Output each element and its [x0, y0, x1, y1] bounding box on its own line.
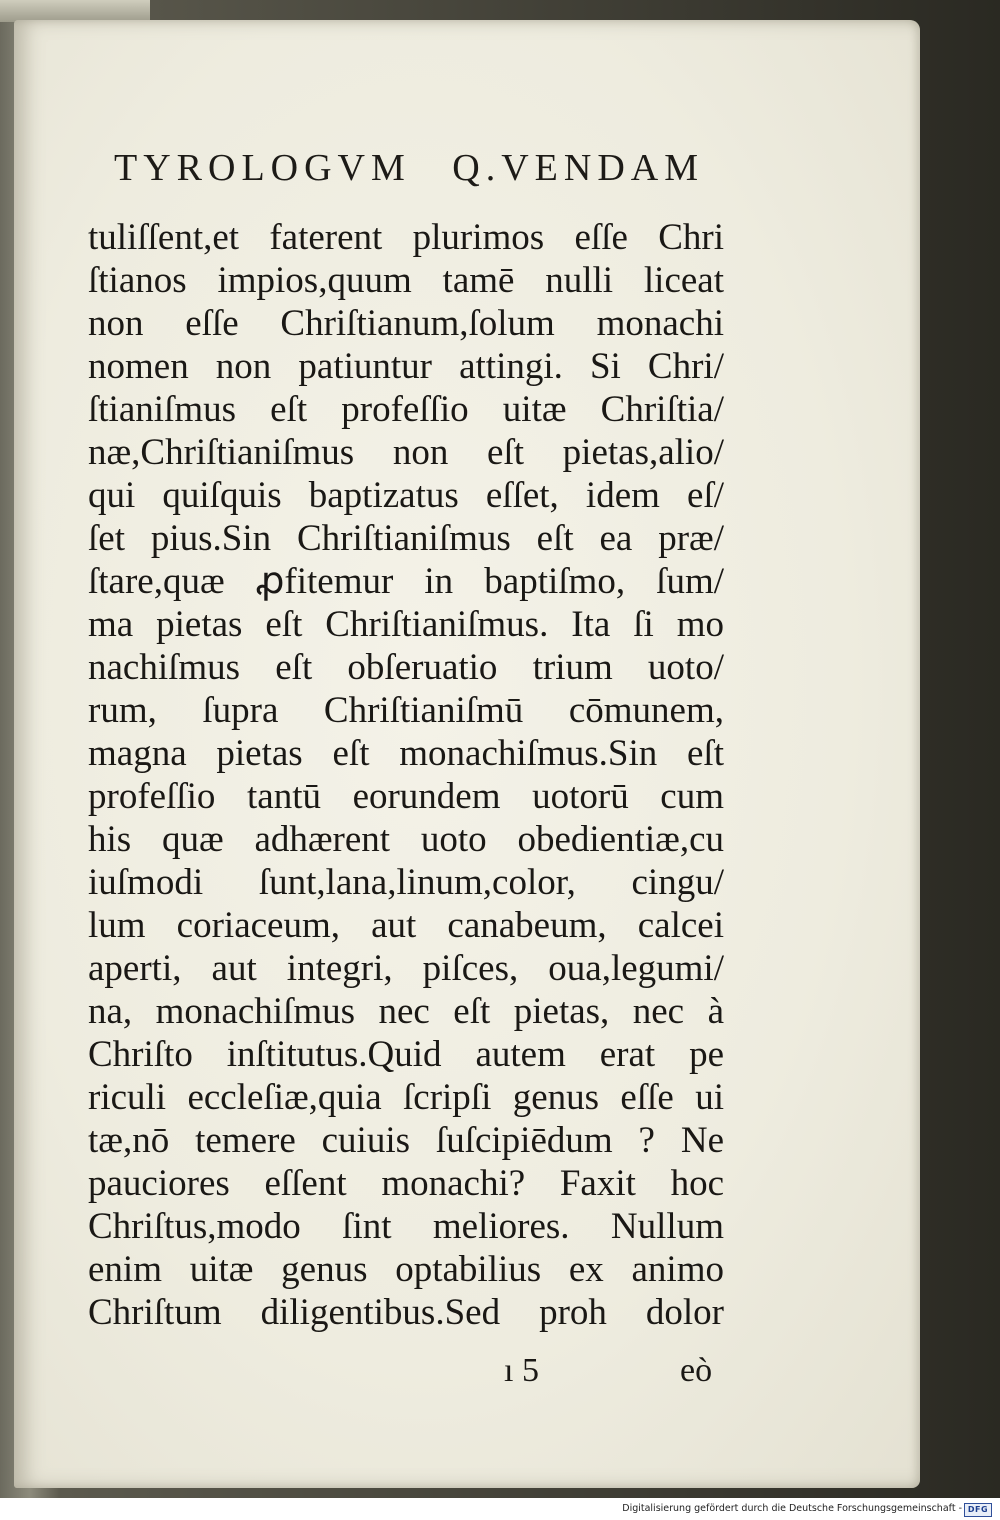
text-line: ſtianiſmus eſt profeſſio uitæ Chriſtia/: [88, 389, 724, 430]
text-line: tuliſſent,et faterent plurimos eſſe Chri: [88, 217, 724, 258]
signature-mark: ı 5: [504, 1352, 539, 1389]
catchword: eò: [680, 1352, 713, 1389]
text-line: enim uitæ genus optabilius ex animo: [88, 1249, 724, 1290]
footer-bar: [0, 1498, 1000, 1520]
text-line: Chriſtum diligentibus.Sed proh dolor: [88, 1292, 724, 1333]
text-line: nomen non patiuntur attingi. Si Chri/: [88, 346, 724, 387]
text-line: ma pietas eſt Chriſtianiſmus. Ita ſi mo: [88, 604, 724, 645]
text-line: pauciores eſſent monachi? Faxit hoc: [88, 1163, 724, 1204]
text-line: na, monachiſmus nec eſt pietas, nec à: [88, 991, 724, 1032]
book-page: [14, 20, 920, 1488]
text-line: ſet pius.Sin Chriſtianiſmus eſt ea præ/: [88, 518, 724, 559]
running-head: TYROLOGVM Q.VENDAM: [114, 147, 704, 189]
text-line: rum, ſupra Chriſtianiſmū cōmunem,: [88, 690, 724, 731]
text-line: iuſmodi ſunt,lana,linum,color, cingu/: [88, 862, 724, 903]
text-line: Chriſto inſtitutus.Quid autem erat pe: [88, 1034, 724, 1075]
text-line: ſtare,quæ ꝓfitemur in baptiſmo, ſum/: [88, 561, 724, 602]
text-line: Chriſtus,modo ſint meliores. Nullum: [88, 1206, 724, 1247]
text-line: aperti, aut integri, piſces, oua,legumi/: [88, 948, 724, 989]
text-line: nachiſmus eſt obſeruatio trium uoto/: [88, 647, 724, 688]
binding-edge: [0, 0, 150, 22]
text-line: his quæ adhærent uoto obedientiæ,cu: [88, 819, 724, 860]
text-line: magna pietas eſt monachiſmus.Sin eſt: [88, 733, 724, 774]
footer-credit: Digitalisierung gefördert durch die Deutsche Forschungsgemeinschaft -: [622, 1503, 962, 1514]
text-line: lum coriaceum, aut canabeum, calcei: [88, 905, 724, 946]
dfg-logo-icon: DFG: [964, 1503, 992, 1517]
text-line: non eſſe Chriſtianum,ſolum monachi: [88, 303, 724, 344]
text-line: riculi eccleſiæ,quia ſcripſi genus eſſe ui: [88, 1077, 724, 1118]
text-line: ſtianos impios,quum tamē nulli liceat: [88, 260, 724, 301]
text-line: næ,Chriſtianiſmus non eſt pietas,alio/: [88, 432, 724, 473]
text-line: profeſſio tantū eorundem uotorū cum: [88, 776, 724, 817]
text-line: qui quiſquis baptizatus eſſet, idem eſ/: [88, 475, 724, 516]
text-line: tæ,nō temere cuiuis ſuſcipiēdum ? Ne: [88, 1120, 724, 1161]
